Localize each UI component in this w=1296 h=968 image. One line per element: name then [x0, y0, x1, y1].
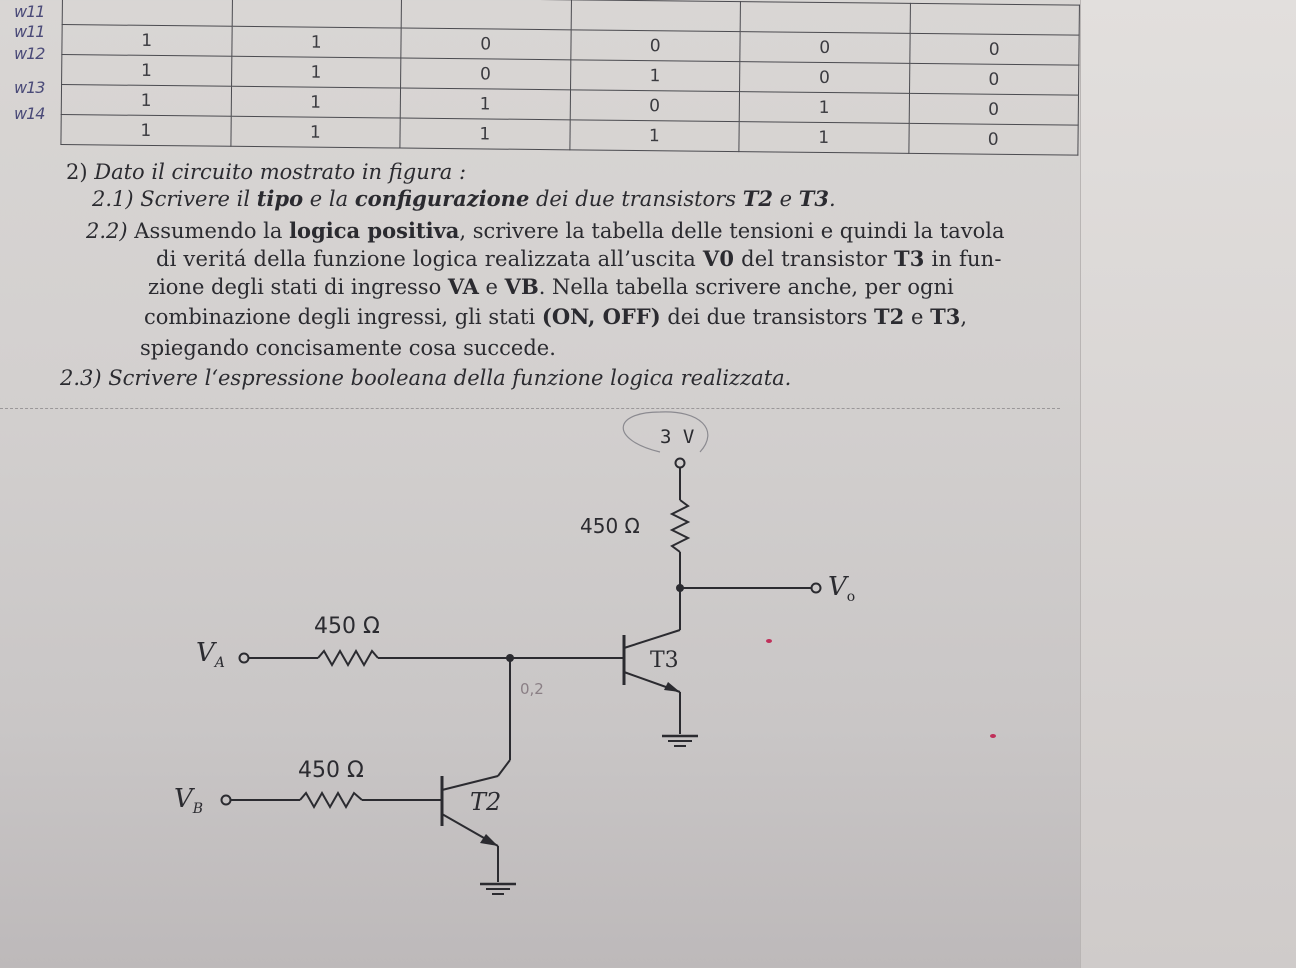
table-cell: 0	[401, 58, 571, 90]
question-2-2-line3: zione degli stati di ingresso VA e VB. Nella tabella scrivere anche, per ogni	[148, 274, 954, 299]
table-cell: 1	[231, 26, 401, 58]
resistor-a	[318, 651, 378, 665]
question-2-2-line2: di veritá della funzione logica realizzata all’uscita V0 del transistor T3 in fun-	[156, 246, 1002, 271]
t2-label: T2	[470, 788, 502, 816]
question-2-2-line5: spiegando concisamente cosa succede.	[140, 336, 556, 360]
table-cell: 1	[62, 55, 232, 87]
table-cell: 0	[570, 30, 740, 62]
collector-resistor	[672, 500, 688, 552]
question-2-2-line4: combinazione degli ingressi, gli stati (ON, OFF) dei due transistors T2 e T3,	[144, 304, 967, 329]
table-cell: 1	[570, 60, 740, 92]
pen-mark	[990, 734, 996, 738]
table-cell: 1	[739, 122, 909, 154]
question-2-3: 2.3) Scrivere l‘espressione booleana della funzione logica realizzata.	[60, 366, 792, 390]
row-label: w11	[14, 22, 45, 41]
table-cell: 0	[908, 123, 1078, 155]
table-cell: 1	[62, 25, 232, 57]
collector-resistor-label: 450 Ω	[580, 514, 640, 538]
table-cell: 0	[909, 33, 1079, 65]
resistor-b	[300, 793, 362, 807]
row-label: w12	[14, 44, 45, 63]
table-cell: 0	[740, 62, 910, 94]
table-cell: 0	[909, 93, 1079, 125]
table-cell: 1	[400, 118, 570, 150]
table-cell: 1	[231, 86, 401, 118]
handwritten-node-note: 0,2	[520, 680, 544, 698]
output-terminal	[812, 584, 821, 593]
question-2-2: 2.2) Assumendo la logica positiva, scrivere la tabella delle tensioni e quindi la tavola	[86, 218, 1005, 243]
table-cell: 0	[740, 32, 910, 64]
table-cell: 1	[569, 120, 739, 152]
table-cell: 1	[61, 114, 231, 146]
t3-label: T3	[650, 648, 679, 673]
table-cell: 1	[231, 56, 401, 88]
resistor-b-label: 450 Ω	[298, 758, 364, 783]
table-cell: 1	[230, 116, 400, 148]
output-label: $V_o$	[828, 572, 856, 606]
row-label: w14	[14, 104, 45, 123]
supply-label: 3 V	[660, 426, 695, 448]
row-label: w11	[14, 2, 45, 21]
table-cell: 0	[401, 28, 571, 60]
supply-terminal	[676, 459, 685, 468]
input-b-label: $V_B$	[174, 784, 204, 818]
table-cell: 1	[400, 88, 570, 120]
input-a-terminal	[240, 654, 249, 663]
resistor-a-label: 450 Ω	[314, 614, 380, 639]
table-cell: 0	[909, 63, 1079, 95]
input-a-label: $V_A$	[196, 638, 225, 672]
table-cell: 1	[739, 92, 909, 124]
question-intro: 2) Dato il circuito mostrato in figura :	[66, 160, 467, 184]
table-cell: 0	[570, 90, 740, 122]
question-2-1: 2.1) Scrivere il tipo e la configurazione dei due transistors T2 e T3.	[92, 186, 836, 211]
input-b-terminal	[222, 796, 231, 805]
row-label: w13	[14, 78, 45, 97]
table-cell: 1	[61, 85, 231, 117]
pen-mark	[766, 639, 772, 643]
